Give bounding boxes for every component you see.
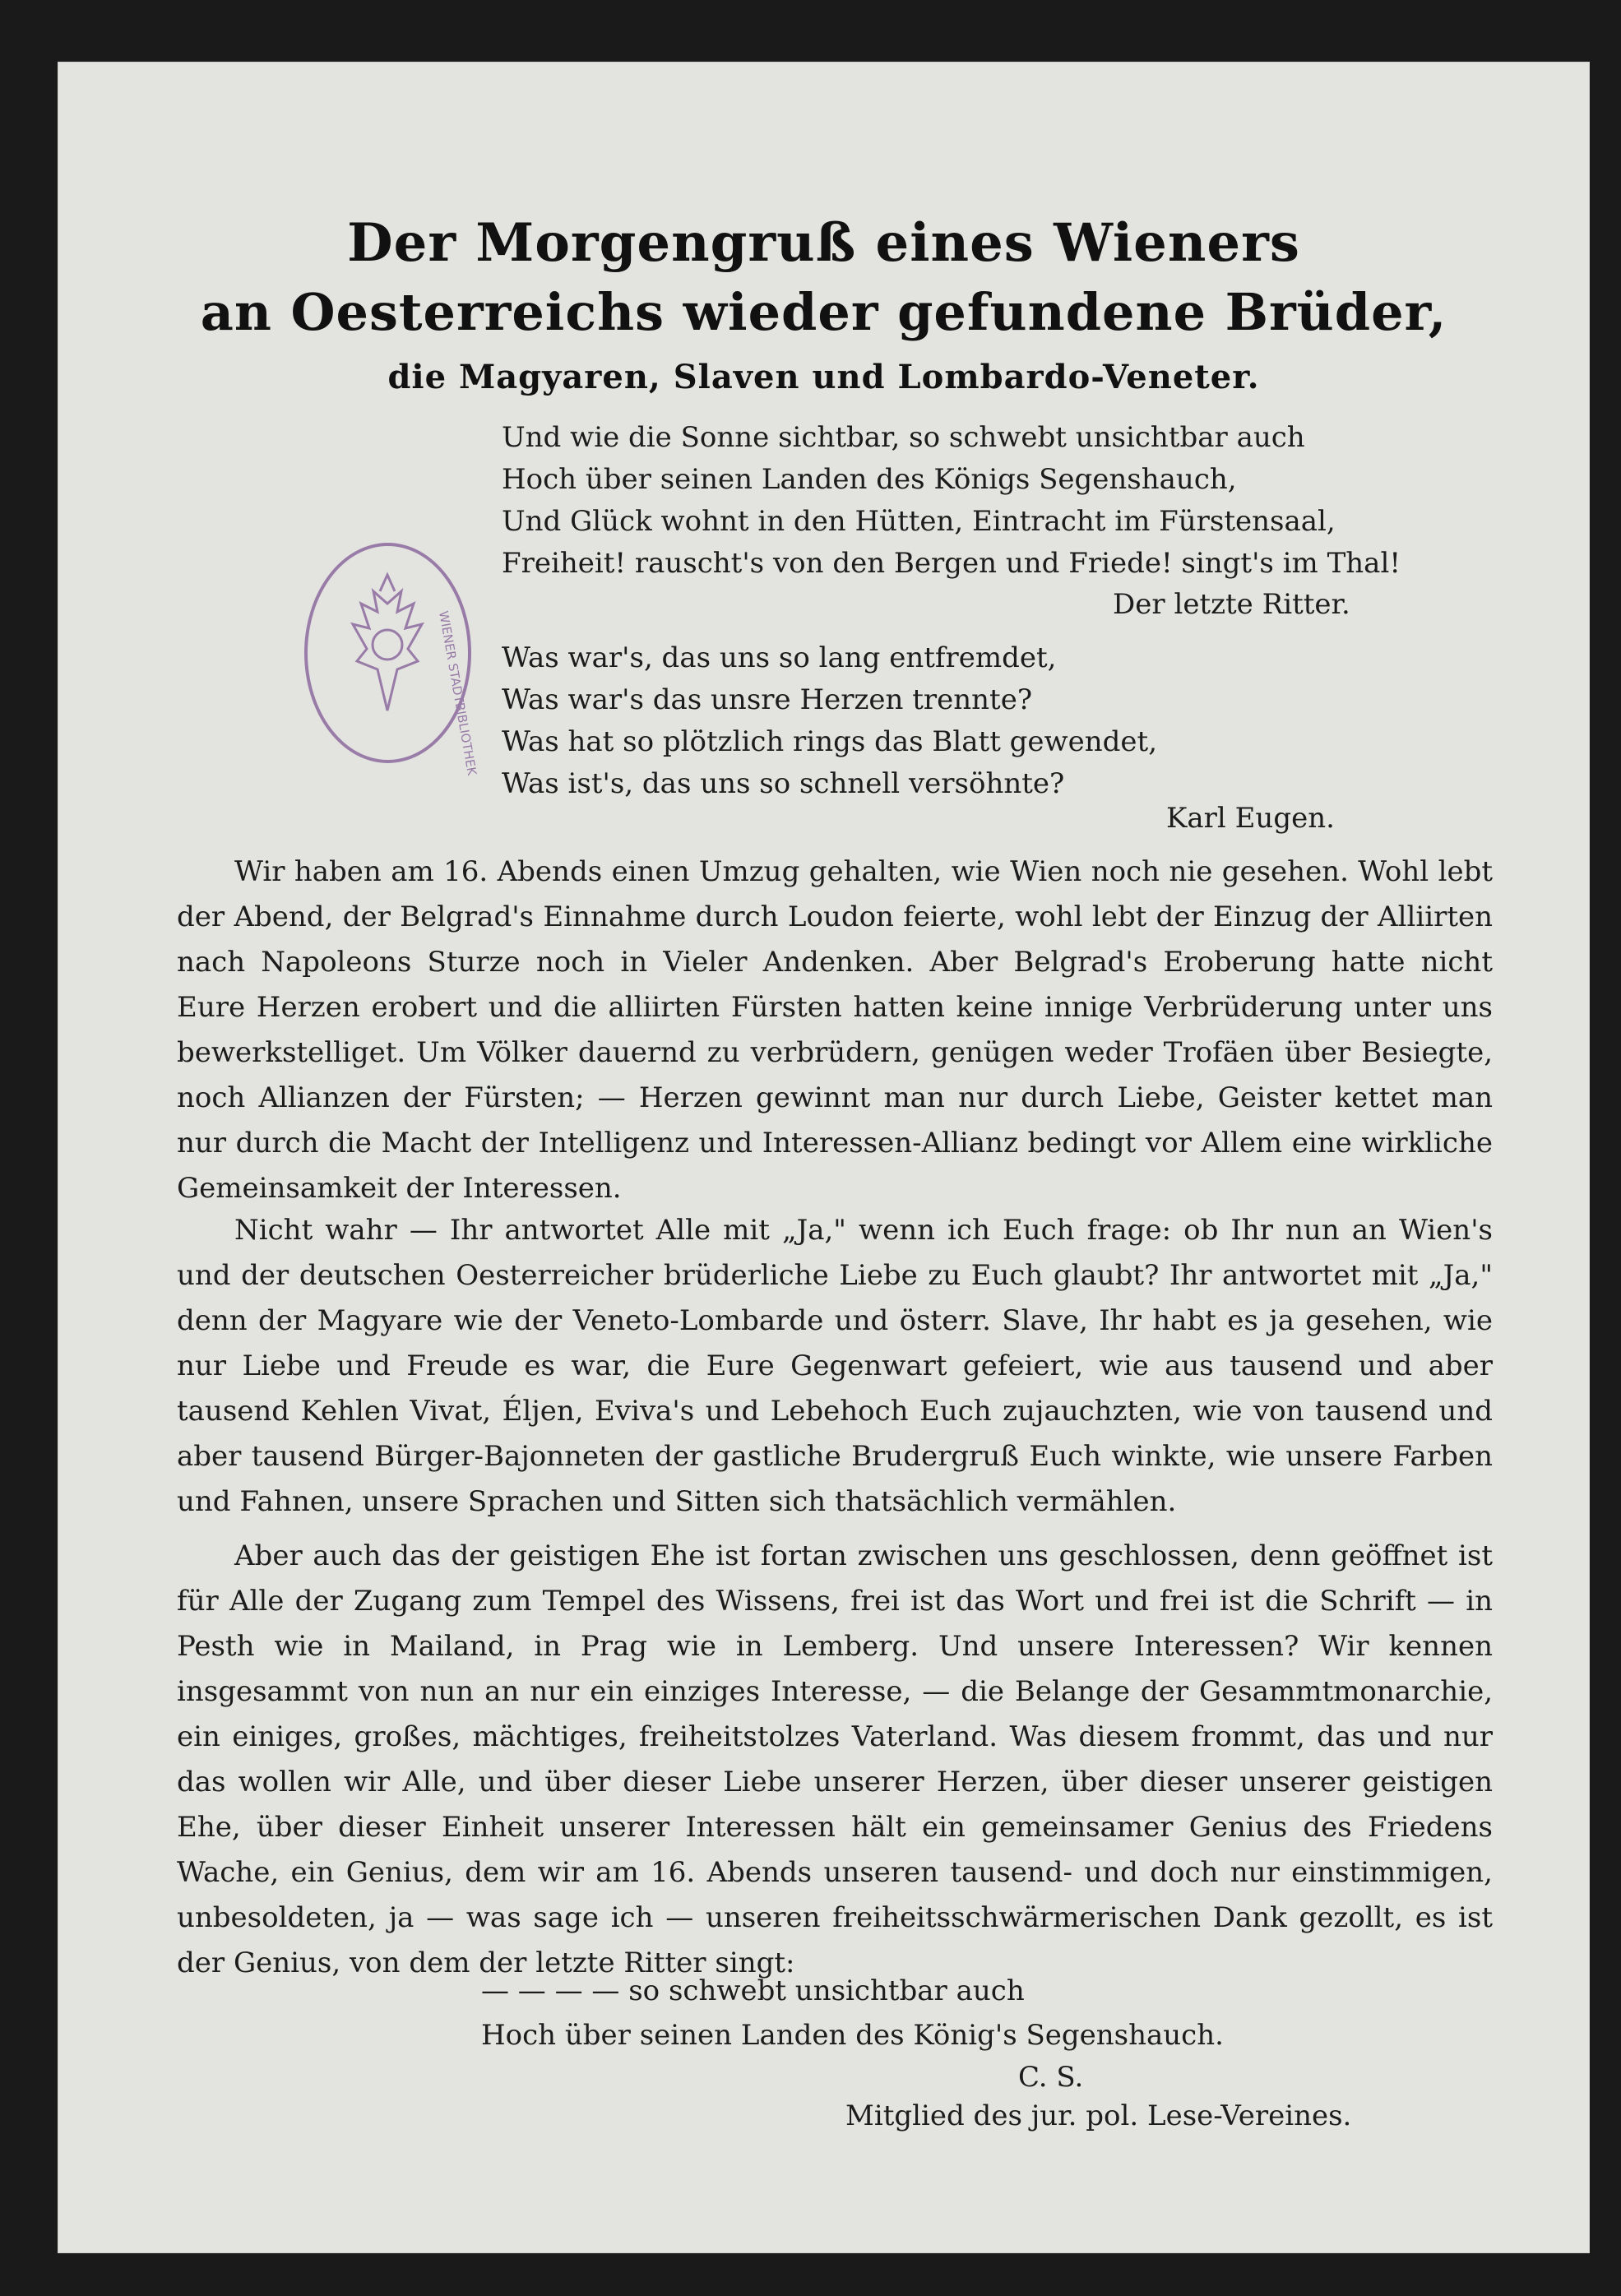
poem-line: Was hat so plötzlich rings das Blatt gewendet,	[502, 725, 1158, 758]
poem-2-attribution: Karl Eugen.	[1166, 802, 1335, 835]
document-title-line-2: an Oesterreichs wieder gefundene Brüder,	[200, 282, 1447, 342]
document-page	[58, 62, 1590, 2253]
signature-role: Mitglied des jur. pol. Lese-Vereines.	[845, 2099, 1352, 2132]
poem-line: Was ist's, das uns so schnell versöhnte?	[502, 767, 1065, 800]
closing-verse-line-1: — — — — so schwebt unsichtbar auch	[481, 1974, 1025, 2007]
svg-text:WIENER STADTBIBLIOTHEK: WIENER STADTBIBLIOTHEK	[436, 609, 479, 777]
paragraph-text: Aber auch das der geistigen Ehe ist fortan zwischen uns geschlossen, denn geöffnet ist für Alle der Zugang zum Tempel des Wissens, frei ist das Wort und frei ist die Schrift — in Pesth wie in Mailand, in Prag wie in Lemberg. Und unsere Interessen? Wir kennen insgesammt von nun an nur ein einziges Interesse, — die Belange der Gesammtmonarchie, ein einiges, großes, mächtiges, freiheitstolzes Vaterland. Was diesem frommt, das und nur das wollen wir Alle, und über dieser Liebe unserer Herzen, über dieser unserer geistigen Ehe, über dieser Einheit unserer Interessen hält ein gemeinsamer Genius des Friedens Wache, ein Genius, dem wir am 16. Abends unseren tausend- und doch nur einstimmigen, unbesoldeten, ja — was sage ich — unseren freiheitsschwärmerischen Dank gezollt, es ist der Genius, von dem der letzte Ritter singt:	[177, 1539, 1493, 1979]
document-subtitle: die Magyaren, Slaven und Lombardo-Veneter.	[387, 358, 1260, 396]
eagle-stamp-icon	[308, 546, 479, 777]
poem-stanza-2	[502, 637, 1431, 805]
body-paragraph-2	[177, 1208, 1493, 1525]
paragraph-text: Wir haben am 16. Abends einen Umzug gehalten, wie Wien noch nie gesehen. Wohl lebt der Abend, der Belgrad's Einnahme durch Loudon feierte, wohl lebt der Einzug der Alliirten nach Napoleons Sturze noch in Vieler Andenken. Aber Belgrad's Eroberung hatte nicht Eure Herzen erobert und die alliirten Fürsten hatten keine innige Verbrüderung unter uns bewerkstelliget. Um Völker dauernd zu verbrüdern, genügen weder Trofäen über Besiegte, noch Allianzen der Fürsten; — Herzen gewinnt man nur durch Liebe, Geister kettet man nur durch die Macht der Intelligenz und Interessen-Allianz bedingt vor Allem eine wirkliche Gemeinsamkeit der Interessen.	[177, 855, 1493, 1205]
poem-line: Hoch über seinen Landen des Königs Segenshauch,	[502, 463, 1237, 496]
closing-verse-line-2: Hoch über seinen Landen des König's Segenshauch.	[481, 2019, 1224, 2052]
poem-line: Freiheit! rauscht's von den Bergen und Friede! singt's im Thal!	[502, 547, 1401, 580]
library-stamp	[304, 543, 479, 777]
poem-line: Und wie die Sonne sichtbar, so schwebt unsichtbar auch	[502, 421, 1305, 454]
paragraph-text: Nicht wahr — Ihr antwortet Alle mit „Ja," wenn ich Euch frage: ob Ihr nun an Wien's und der deutschen Oesterreicher brüderliche Liebe zu Euch glaubt? Ihr antwortet mit „Ja," denn der Magyare wie der Veneto-Lombarde und österr. Slave, Ihr habt es ja gesehen, wie nur Liebe und Freude es war, die Eure Gegenwart gefeiert, wie aus tausend und aber tausend Kehlen Vivat, Éljen, Eviva's und Lebehoch Euch zujauchzten, wie von tausend und aber tausend Bürger-Bajonneten der gastliche Brudergruß Euch winkte, wie unsere Farben und Fahnen, unsere Sprachen und Sitten sich thatsächlich vermählen.	[177, 1214, 1493, 1518]
poem-line: Was war's das unsre Herzen trennte?	[502, 683, 1033, 716]
poem-line: Was war's, das uns so lang entfremdet,	[502, 641, 1057, 674]
poem-1-attribution: Der letzte Ritter.	[1113, 588, 1350, 621]
body-paragraph-3	[177, 1534, 1493, 1986]
signature-initials: C. S.	[1018, 2061, 1084, 2094]
poem-line: Und Glück wohnt in den Hütten, Eintracht im Fürstensaal,	[502, 505, 1336, 538]
body-paragraph-1	[177, 849, 1493, 1211]
poem-stanza-1	[502, 417, 1431, 585]
document-title-line-1: Der Morgengruß eines Wieners	[347, 212, 1300, 274]
